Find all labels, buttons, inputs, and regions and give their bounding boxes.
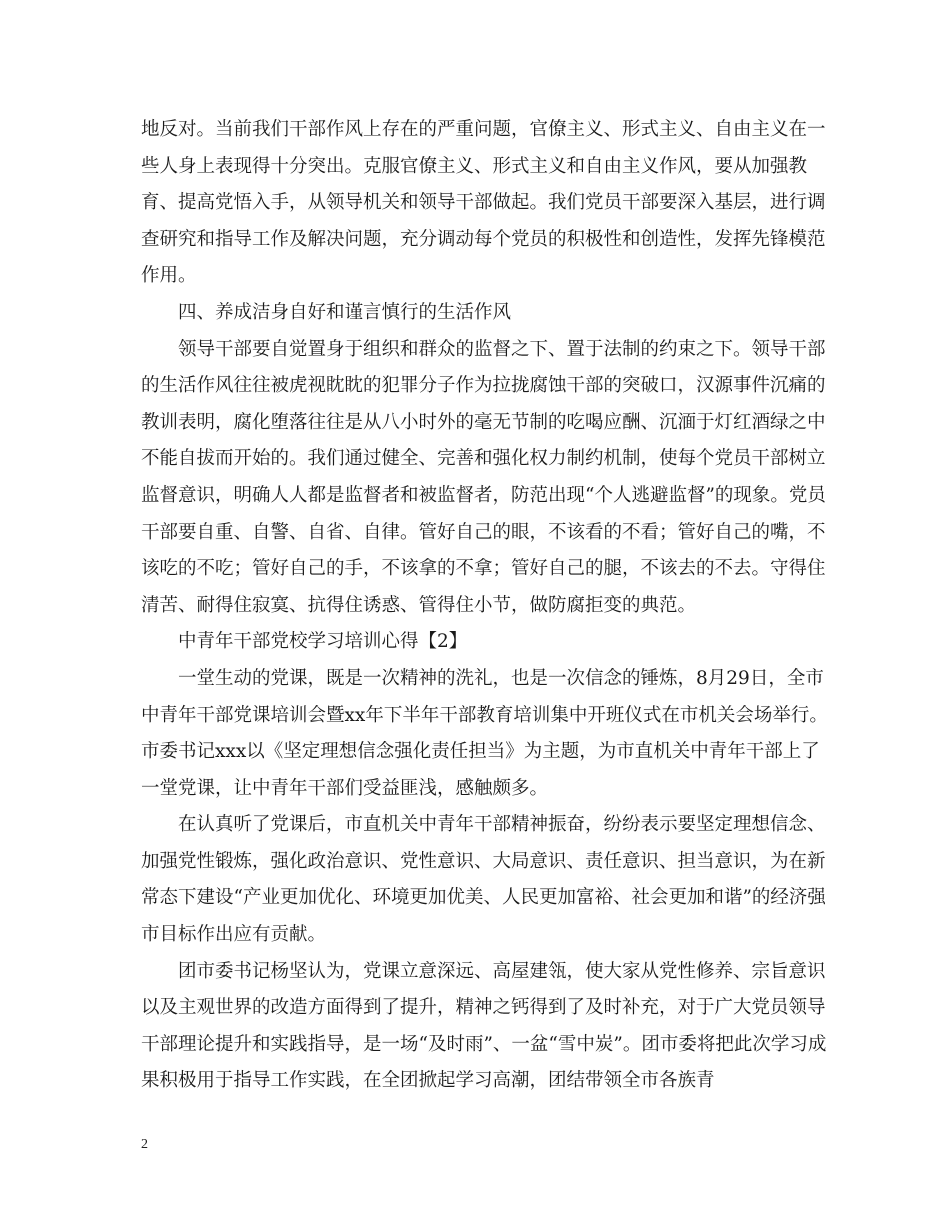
section-heading-4: 四、养成洁身自好和谨言慎行的生活作风 (178, 301, 512, 323)
paragraph-lifestyle: 领导干部要自觉置身于组织和群众的监督之下、置于法制的约束之下。领导干部的生活作风往往被虎视眈眈的犯罪分子作为拉拢腐蚀干部的突破口，汉源事件沉痛的教训表明，腐化堕落往往是从八小时外的毫无节制的吃喝应酬、沉湎于灯红酒绿之中不能自拔而开始的。我们通过健全、完善和强化权力制约机制，使每个党员干部树立监督意识，明确人人都是监督者和被监督者，防范出现“个人逃避监督”的现象。党员干部要自重、自警、自省、自律。管好自己的眼，不该看的不看；管好自己的嘴，不该吃的不吃；管好自己的手，不该拿的不拿；管好自己的腿，不该去的不去。守得住清苦、耐得住寂寞、抗得住诱惑、管得住小节，做防腐拒变的典范。 (141, 338, 826, 616)
document-body (141, 112, 831, 1100)
page-number: 2 (141, 1137, 148, 1152)
paragraph-after-lecture: 在认真听了党课后，市直机关中青年干部精神振奋，纷纷表示要坚定理想信念、加强党性锻炼，强化政治意识、党性意识、大局意识、责任意识、担当意识，为在新常态下建设“产业更加优化、环境更加优美、人民更加富裕、社会更加和谐”的经济强市目标作出应有贡献。 (141, 814, 826, 946)
paragraph-party-lecture: 一堂生动的党课，既是一次精神的洗礼，也是一次信念的锤炼，8月29日，全市中青年干部党课培训会暨xx年下半年干部教育培训集中开班仪式在市机关会场举行。市委书记xxx以《坚定理想信念强化责任担当》为主题，为市直机关中青年干部上了一堂党课，让中青年干部们受益匪浅，感触颇多。 (141, 667, 828, 799)
paragraph-youth-league: 团市委书记杨坚认为，党课立意深远、高屋建瓴，使大家从党性修养、宗旨意识以及主观世界的改造方面得到了提升，精神之钙得到了及时补充，对于广大党员领导干部理论提升和实践指导，是一场“及时雨”、一盆“雪中炭”。团市委将把此次学习成果积极用于指导工作实践，在全团掀起学习高潮，团结带领全市各族青 (141, 960, 827, 1092)
article-title-2: 中青年干部党校学习培训心得【2】 (178, 631, 468, 653)
paragraph-continuation: 地反对。当前我们干部作风上存在的严重问题，官僚主义、形式主义、自由主义在一些人身上表现得十分突出。克服官僚主义、形式主义和自由主义作风，要从加强教育、提高党悟入手，从领导机关和领导干部做起。我们党员干部要深入基层，进行调查研究和指导工作及解决问题，充分调动每个党员的积极性和创造性，发挥先锋模范作用。 (141, 119, 826, 287)
